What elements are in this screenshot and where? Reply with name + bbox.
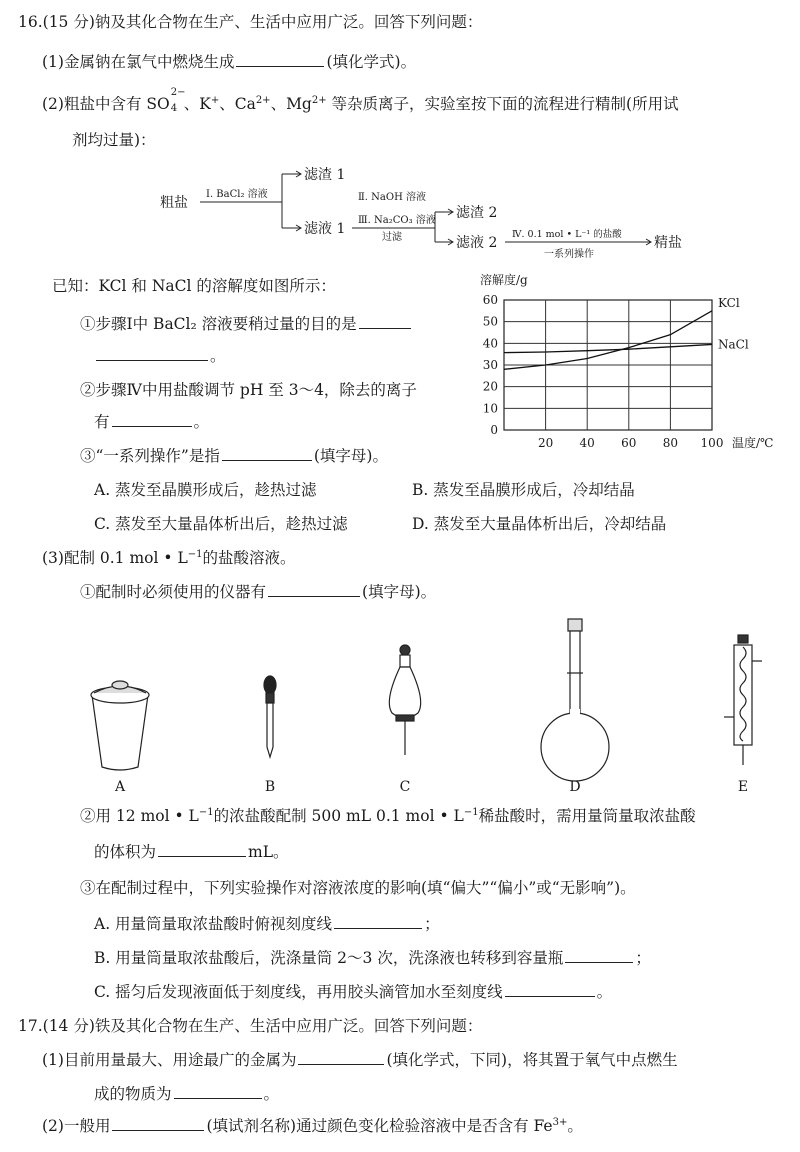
x-tick-label: 20 bbox=[537, 436, 554, 450]
flow-residue1: 滤渣 1 bbox=[304, 167, 346, 183]
volumetric-flask-icon bbox=[541, 619, 609, 781]
q16-part2-line2: 剂均过量)： bbox=[72, 131, 156, 149]
text: 有 bbox=[94, 413, 110, 431]
ion-charge: 2+ bbox=[311, 94, 327, 106]
text: ②用 12 mol • L bbox=[80, 807, 199, 825]
q16-part1 bbox=[42, 52, 416, 72]
q16-part1-suffix: (填化学式)。 bbox=[326, 53, 417, 71]
q16-sub2: ②步骤Ⅳ中用盐酸调节 pH 至 3～4，除去的离子 bbox=[80, 381, 417, 399]
flow-series-ops: 一系列操作 bbox=[544, 249, 594, 260]
separatory-funnel-icon bbox=[389, 645, 420, 755]
answer-blank[interactable] bbox=[334, 914, 422, 929]
answer-blank[interactable] bbox=[96, 346, 208, 361]
x-tick-label: 40 bbox=[579, 436, 595, 450]
solubility-chart bbox=[460, 270, 790, 460]
q16-part3-1 bbox=[80, 582, 436, 602]
flow-residue2: 滤渣 2 bbox=[456, 205, 498, 221]
y-tick-label: 60 bbox=[482, 293, 498, 307]
instrument-label-d: D bbox=[569, 779, 581, 795]
option-b: B. 蒸发至晶膜形成后，冷却结晶 bbox=[412, 481, 635, 499]
y-tick-label: 0 bbox=[490, 423, 498, 437]
text: 。 bbox=[210, 347, 226, 365]
text: B. 用量筒量取浓盐酸后，洗涤量筒 2～3 次，洗涤液也转移到容量瓶 bbox=[94, 949, 564, 967]
unit-exponent: −1 bbox=[198, 806, 214, 818]
instrument-label-b: B bbox=[264, 779, 276, 795]
q16-part3-3c bbox=[94, 982, 612, 1002]
text: ； bbox=[424, 915, 440, 933]
answer-blank[interactable] bbox=[268, 582, 360, 597]
crucible-icon bbox=[91, 681, 149, 770]
text: (1)目前用量最大、用途最广的金属为 bbox=[42, 1051, 297, 1069]
series-line-nacl bbox=[504, 344, 712, 352]
x-tick-label: 100 bbox=[700, 436, 724, 450]
q16-part3-2 bbox=[80, 806, 696, 826]
answer-blank[interactable] bbox=[158, 842, 246, 857]
text: ； bbox=[635, 949, 651, 967]
flow-refined-salt: 精盐 bbox=[654, 235, 682, 251]
text: (3)配制 0.1 mol • L bbox=[42, 549, 188, 567]
text: 。 bbox=[263, 1085, 280, 1103]
y-tick-label: 40 bbox=[482, 336, 498, 351]
flow-filtrate1: 滤液 1 bbox=[304, 221, 346, 237]
option-a: A. 蒸发至晶膜形成后，趁热过滤 bbox=[94, 481, 317, 499]
flow-filtrate2: 滤液 2 bbox=[456, 235, 498, 251]
flow-crude-salt: 粗盐 bbox=[160, 195, 188, 211]
answer-blank[interactable] bbox=[112, 1116, 204, 1131]
instrument-label-c: C bbox=[399, 779, 411, 795]
q16-part3-2-line2 bbox=[94, 842, 289, 862]
text: (2)一般用 bbox=[42, 1117, 111, 1135]
text: 稀盐酸时，需用量筒量取浓盐酸 bbox=[478, 807, 696, 825]
text: 、Ca bbox=[219, 95, 256, 113]
q16-sub1 bbox=[80, 314, 413, 334]
ion-charge: 2+ bbox=[255, 94, 271, 106]
text: (填试剂名称)通过颜色变化检验溶液中是否含有 Fe bbox=[206, 1117, 553, 1135]
answer-blank[interactable] bbox=[236, 52, 324, 67]
q16-part1-text: (1)金属钠在氯气中燃烧生成 bbox=[42, 53, 235, 71]
chart-ylabel: 溶解度/g bbox=[480, 273, 528, 287]
text: mL。 bbox=[248, 843, 289, 861]
answer-blank[interactable] bbox=[112, 412, 192, 427]
instruments-figure bbox=[60, 605, 780, 800]
answer-blank[interactable] bbox=[174, 1084, 262, 1099]
q16-part3 bbox=[42, 548, 296, 568]
q16-sub2-line2 bbox=[94, 412, 209, 432]
series-label-kcl: KCl bbox=[718, 295, 740, 310]
flow-step1: Ⅰ. BaCl₂ 溶液 bbox=[206, 189, 268, 200]
q16-part3-3: ③在配制过程中，下列实验操作对溶液浓度的影响(填“偏大”“偏小”或“无影响”)。 bbox=[80, 879, 636, 897]
text: 的体积为 bbox=[94, 843, 157, 861]
chart-grid bbox=[504, 300, 712, 430]
answer-blank[interactable] bbox=[505, 982, 595, 997]
flow-step2: Ⅱ. NaOH 溶液 bbox=[358, 192, 426, 203]
text: ①步骤Ⅰ中 BaCl₂ 溶液要稍过量的目的是 bbox=[80, 315, 357, 333]
answer-blank[interactable] bbox=[359, 314, 411, 329]
ion-charge: + bbox=[210, 94, 220, 106]
y-tick-label: 10 bbox=[482, 401, 498, 416]
y-tick-label: 20 bbox=[482, 379, 498, 394]
y-tick-label: 50 bbox=[482, 314, 498, 329]
unit-exponent: −1 bbox=[463, 806, 479, 818]
text: 的浓盐酸配制 500 mL 0.1 mol • L bbox=[213, 807, 464, 825]
text: (填化学式，下同)，将其置于氧气中点燃生 bbox=[386, 1051, 678, 1069]
flow-filter: 过滤 bbox=[382, 232, 402, 243]
option-d: D. 蒸发至大量晶体析出后，冷却结晶 bbox=[412, 515, 667, 533]
text: (填字母)。 bbox=[362, 583, 437, 601]
answer-blank[interactable] bbox=[298, 1050, 384, 1065]
text: 、K bbox=[183, 95, 211, 113]
text: 、Mg bbox=[270, 95, 312, 113]
text: ①配制时必须使用的仪器有 bbox=[80, 583, 267, 601]
text: C. 摇匀后发现液面低于刻度线，再用胶头滴管加水至刻度线 bbox=[94, 983, 503, 1001]
x-tick-label: 60 bbox=[621, 436, 637, 450]
text: 。 bbox=[193, 413, 210, 431]
purification-flowchart bbox=[160, 160, 720, 270]
flow-step3: Ⅲ. Na₂CO₃ 溶液 bbox=[358, 215, 436, 226]
q17-part1 bbox=[42, 1050, 678, 1070]
text: 。 bbox=[567, 1117, 583, 1135]
q16-part3-3a bbox=[94, 914, 440, 934]
y-tick-label: 30 bbox=[482, 358, 498, 372]
text: 的盐酸溶液。 bbox=[202, 549, 296, 567]
ion-charge: 3+ bbox=[552, 1116, 568, 1128]
q16-part3-3b bbox=[94, 948, 651, 968]
text: (填字母)。 bbox=[313, 447, 388, 465]
instrument-label-e: E bbox=[737, 779, 749, 795]
q17-heading: 17.(14 分)铁及其化合物在生产、生活中应用广泛。回答下列问题： bbox=[18, 1017, 483, 1035]
q16-sub3 bbox=[80, 446, 388, 466]
text: 。 bbox=[596, 983, 613, 1001]
flow-step4: Ⅳ. 0.1 mol • L⁻¹ 的盐酸 bbox=[512, 229, 622, 240]
q16-sub1-line2 bbox=[94, 346, 226, 366]
q16-heading: 16.(15 分)钠及其化合物在生产、生活中应用广泛。回答下列问题： bbox=[18, 13, 483, 31]
q17-part1-line2 bbox=[94, 1084, 279, 1104]
series-label-nacl: NaCl bbox=[718, 337, 749, 352]
text: 成的物质为 bbox=[94, 1085, 172, 1103]
x-tick-label: 80 bbox=[662, 436, 679, 450]
option-c: C. 蒸发至大量晶体析出后，趁热过滤 bbox=[94, 515, 348, 533]
text: (2)粗盐中含有 SO bbox=[42, 95, 170, 113]
condenser-icon bbox=[724, 635, 762, 765]
q17-part2 bbox=[42, 1116, 583, 1136]
series-line-kcl bbox=[504, 311, 712, 370]
instrument-label-a: A bbox=[114, 779, 126, 795]
text: 等杂质离子，实验室按下面的流程进行精制(所用试 bbox=[326, 95, 679, 113]
answer-blank[interactable] bbox=[222, 446, 312, 461]
unit-exponent: −1 bbox=[187, 548, 203, 560]
answer-blank[interactable] bbox=[565, 948, 633, 963]
chart-ticks bbox=[483, 293, 724, 450]
dropper-icon bbox=[264, 676, 276, 757]
text: A. 用量筒量取浓盐酸时俯视刻度线 bbox=[94, 915, 333, 933]
q16-known: 已知：KCl 和 NaCl 的溶解度如图所示： bbox=[52, 277, 336, 295]
text: ③“一系列操作”是指 bbox=[80, 447, 220, 465]
q16-part2: (2)粗盐中含有 SO 2− 4 、K+、$Ca^{2+}$、$Mg^{2+}$ 等杂质离子，实验室按下面的流程进行精制(所用试 bbox=[42, 87, 679, 114]
chart-xlabel: 温度/℃ bbox=[732, 436, 774, 450]
